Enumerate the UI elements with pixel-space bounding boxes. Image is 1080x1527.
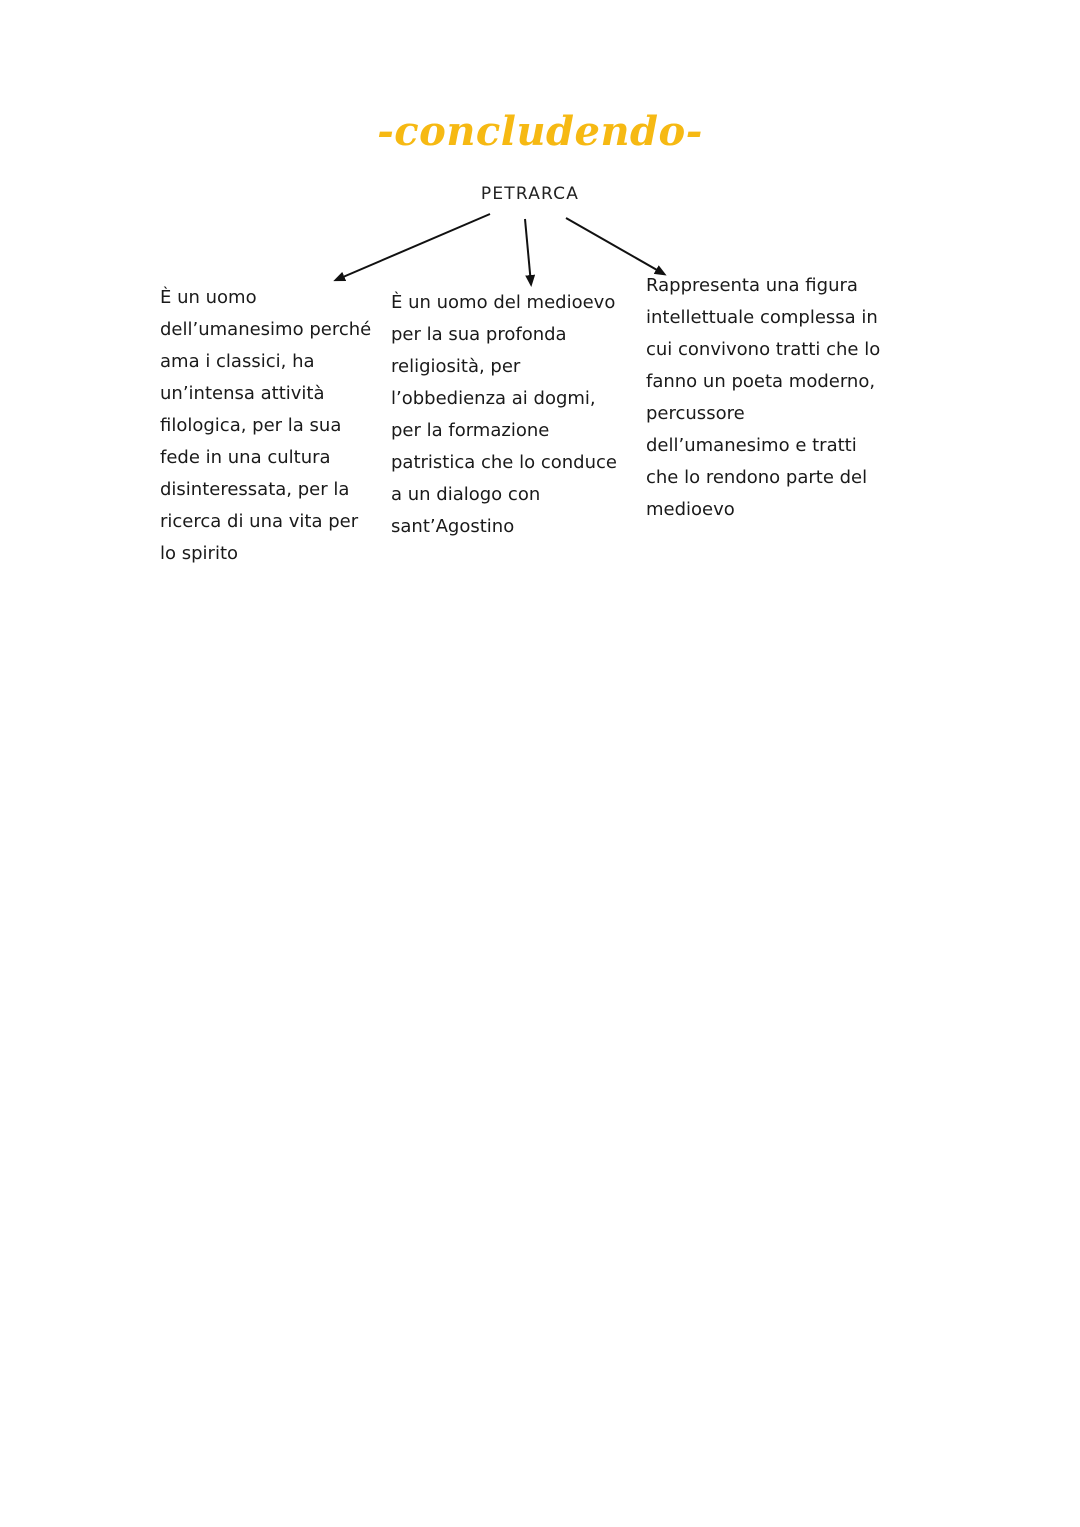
root-node-petrarca: PETRARCA (480, 184, 580, 204)
page-title: -concludendo- (377, 108, 703, 155)
arrow-center (525, 219, 531, 284)
branch-umanesimo: È un uomo dell’umanesimo perché ama i classici, ha un’intensa attività filologica, per la sua fede in una cultura disinteressata, per la ricerca di una vita per lo spirito (160, 287, 372, 564)
arrow-left (336, 214, 490, 280)
branch-medioevo: È un uomo del medioevo per la sua profonda religiosità, per l’obbedienza ai dogmi, per la formazione patristica che lo conduce a un dialogo con sant’Agostino (391, 292, 617, 537)
branch-figura-complessa: Rappresenta una figura intellettuale complessa in cui convivono tratti che lo fanno un poeta moderno, percussore dell’umanesimo e tratti che lo rendono parte del medioevo (646, 275, 881, 520)
arrow-right (566, 218, 664, 274)
